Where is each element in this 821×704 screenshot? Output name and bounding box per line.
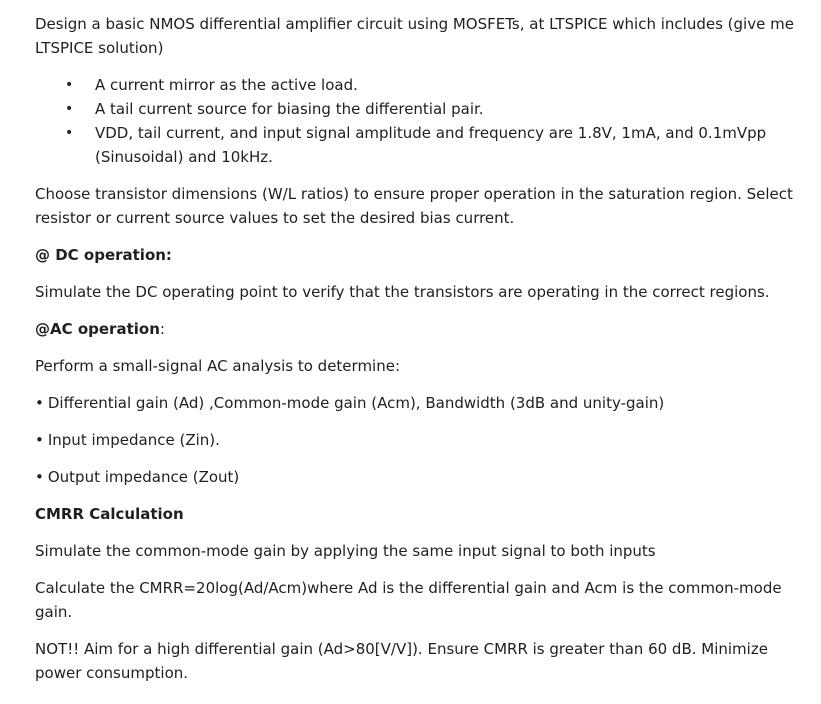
bullet-icon: • — [65, 101, 74, 117]
cmrr-heading: CMRR Calculation — [35, 505, 184, 523]
requirement-item — [35, 73, 797, 97]
ac-item — [35, 391, 797, 415]
ac-heading-colon: : — [159, 320, 165, 338]
bullet-icon: • — [35, 468, 44, 486]
cmrr-text-2: Calculate the CMRR=20log(Ad/Acm)where Ad is the differential gain and Acm is the common-mode gain. — [35, 579, 782, 621]
ac-heading-bold: @AC operation — [35, 320, 160, 338]
ac-intro-text: Perform a small-signal AC analysis to determine: — [35, 357, 401, 375]
ac-item — [35, 428, 797, 452]
bullet-icon: • — [35, 394, 44, 412]
ac-item-text: Differential gain (Ad) ,Common-mode gain (Acm), Bandwidth (3dB and unity-gain) — [47, 394, 665, 412]
ac-item-text: Output impedance (Zout) — [47, 468, 240, 486]
requirement-text: A current mirror as the active load. — [95, 76, 358, 94]
cmrr-text-1: Simulate the common-mode gain by applying the same input signal to both inputs — [35, 542, 656, 560]
intro-text: Design a basic NMOS differential amplifier circuit using MOSFETs, at LTSPICE which includes (give me LTSPICE solution) — [35, 15, 794, 57]
bullet-icon: • — [65, 77, 74, 93]
note-text: NOT!! Aim for a high differential gain (Ad>80[V/V]). Ensure CMRR is greater than 60 dB. Minimize power consumption. — [35, 640, 768, 682]
dc-operation-text: Simulate the DC operating point to verify that the transistors are operating in the correct regions. — [35, 283, 770, 301]
requirement-item — [35, 121, 797, 169]
ac-operation-heading — [35, 317, 797, 341]
requirement-text: VDD, tail current, and input signal amplitude and frequency are 1.8V, 1mA, and 0.1mVpp (Sinusoidal) and 10kHz. — [95, 124, 767, 166]
requirements-list — [35, 73, 797, 169]
bullet-icon: • — [35, 431, 44, 449]
dimensions-paragraph: Choose transistor dimensions (W/L ratios) to ensure proper operation in the saturation region. Select resistor or current source values to set the desired bias current. — [35, 185, 793, 227]
ac-item-text: Input impedance (Zin). — [47, 431, 220, 449]
bullet-icon: • — [65, 125, 74, 141]
requirement-item — [35, 97, 797, 121]
requirement-text: A tail current source for biasing the differential pair. — [95, 100, 484, 118]
dc-operation-heading: @ DC operation: — [35, 246, 172, 264]
ac-item — [35, 465, 797, 489]
